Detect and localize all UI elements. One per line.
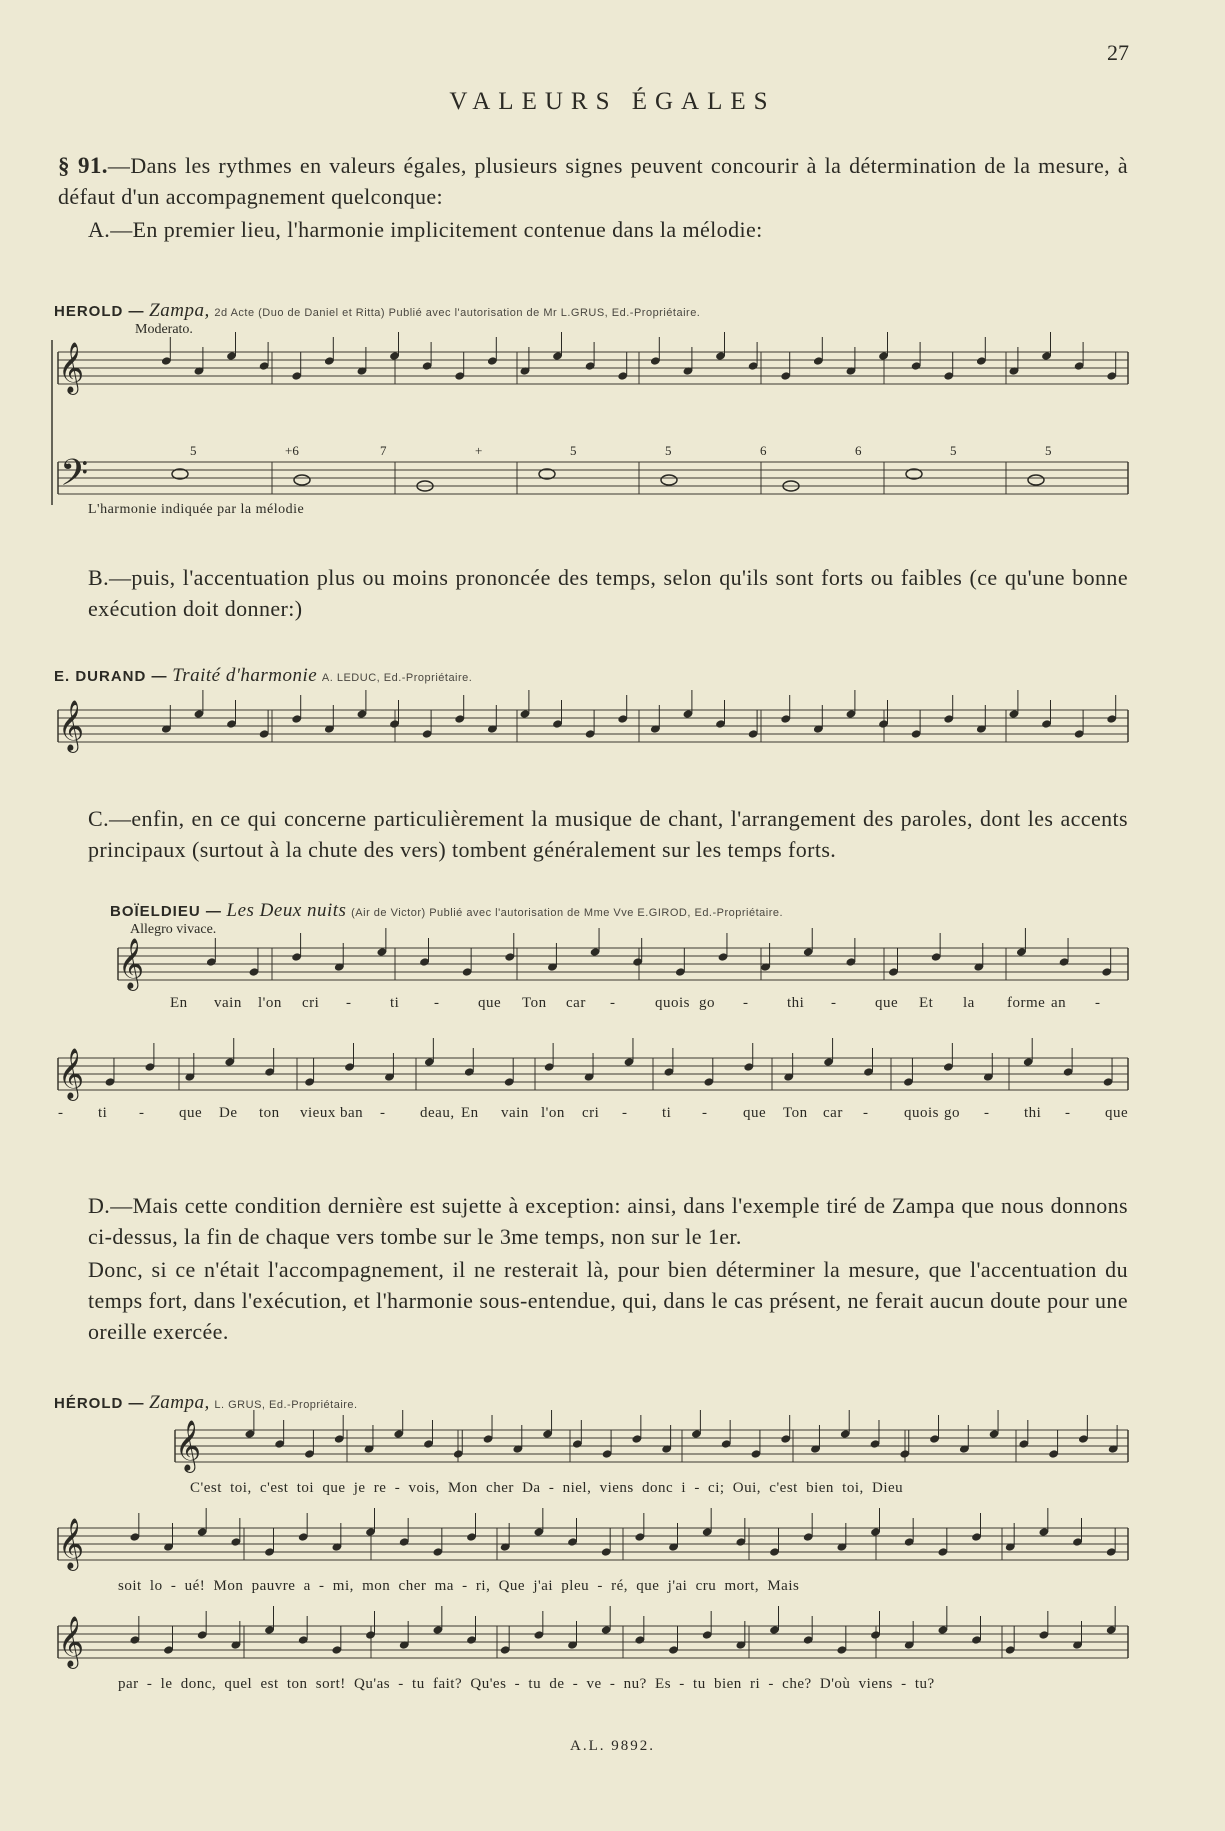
bass-clef-icon: 𝄢 xyxy=(60,452,89,503)
lyric-syllable: vain xyxy=(501,1105,529,1121)
figured-bass-number: + xyxy=(475,443,483,458)
lyric-syllable: la xyxy=(963,995,975,1011)
paragraph-91-number: § 91. xyxy=(58,153,108,178)
ex1-bass-whole-note xyxy=(1028,475,1044,485)
lyric-syllable: que xyxy=(1105,1105,1129,1121)
lyric-syllable: ton xyxy=(259,1105,280,1121)
section-title: VALEURS ÉGALES xyxy=(449,88,776,115)
figured-bass-number: 5 xyxy=(570,443,577,458)
lyric-syllable: - xyxy=(863,1105,869,1121)
lyric-syllable: car xyxy=(566,995,586,1011)
figured-bass-number: 7 xyxy=(380,443,387,458)
lyric-syllable: Ton xyxy=(783,1105,808,1121)
paragraph-d1: D.—Mais cette condition dernière est sujette à exception: ainsi, dans l'exemple tiré de Zampa que nous donnons ci-dessus, la fin de chaque vers tombe sur le 3me temps, non sur le 1er. xyxy=(88,1193,1128,1249)
lyric-syllable: go xyxy=(699,995,715,1011)
lyric-syllable: - xyxy=(831,995,837,1011)
lyric-syllable: - xyxy=(984,1105,990,1121)
example-1-note: 2d Acte (Duo de Daniel et Ritta) Publié avec l'autorisation de Mr L.GRUS, Ed.-Propriétaire. xyxy=(214,307,701,319)
lyric-syllable: go xyxy=(944,1105,960,1121)
example-3-work: Les Deux nuits xyxy=(226,900,347,921)
lyric-syllable: que xyxy=(875,995,899,1011)
lyric-syllable: ti xyxy=(98,1105,108,1121)
example-1-work: Zampa, xyxy=(149,300,210,321)
lyric-syllable: ti xyxy=(390,995,400,1011)
paragraph-a: A.—En premier lieu, l'harmonie implicitement contenue dans la mélodie: xyxy=(88,217,763,242)
figured-bass-number: 5 xyxy=(190,443,197,458)
ex1-bass-whole-note xyxy=(294,475,310,485)
lyric-syllable: En xyxy=(461,1105,479,1121)
lyric-syllable: ban xyxy=(340,1105,364,1121)
example-2-composer: E. DURAND — xyxy=(54,668,168,685)
example-2-work: Traité d'harmonie xyxy=(172,665,318,686)
figured-bass-number: 5 xyxy=(950,443,957,458)
lyric-syllable: - xyxy=(1095,995,1101,1011)
lyric-syllable: De xyxy=(219,1105,238,1121)
lyric-syllable: l'on xyxy=(258,995,282,1011)
treble-clef-icon: 𝄞 xyxy=(58,700,85,751)
lyric-syllable: - xyxy=(1065,1105,1071,1121)
lyric-syllable: - xyxy=(743,995,749,1011)
lyric-syllable: - xyxy=(380,1105,386,1121)
treble-clef-icon: 𝄞 xyxy=(175,1420,202,1471)
lyric-syllable: - xyxy=(434,995,440,1011)
example-3-note: (Air de Victor) Publié avec l'autorisation de Mme Vve E.GIROD, Ed.-Propriétaire. xyxy=(351,907,784,919)
example-2-note: A. LEDUC, Ed.-Propriétaire. xyxy=(321,672,473,684)
lyric-syllable: forme xyxy=(1007,995,1046,1011)
ex1-bass-whole-note xyxy=(661,475,677,485)
paragraph-c: C.—enfin, en ce qui concerne particulièrement la musique de chant, l'arrangement des paroles, dont les accents principaux (surtout à la chute des vers) tombent généralement sur les temps forts. xyxy=(88,806,1128,862)
lyric-syllable: vieux xyxy=(300,1105,336,1121)
lyric-syllable: En xyxy=(170,995,188,1011)
lyric-syllable: l'on xyxy=(541,1105,565,1121)
lyric-syllable: car xyxy=(823,1105,843,1121)
example-3-tempo: Allegro vivace. xyxy=(130,922,217,937)
example-4-lyrics-line-3: par - le donc, quel est ton sort! Qu'as - tu fait? Qu'es - tu de - ve - nu? Es - tu bien ri - che? D'où viens - tu? xyxy=(118,1676,935,1692)
treble-clef-icon: 𝄞 xyxy=(58,1616,85,1667)
lyric-syllable: - xyxy=(610,995,616,1011)
example-4-note: L. GRUS, Ed.-Propriétaire. xyxy=(214,1399,358,1411)
lyric-syllable: cri xyxy=(302,995,320,1011)
lyric-syllable: thi xyxy=(1024,1105,1042,1121)
example-3-composer: BOÏELDIEU — xyxy=(110,903,222,920)
lyric-syllable: que xyxy=(179,1105,203,1121)
treble-clef-icon: 𝄞 xyxy=(58,1048,85,1099)
lyric-syllable: - xyxy=(58,1105,64,1121)
lyric-syllable: quois xyxy=(655,995,691,1011)
lyric-syllable: ti xyxy=(662,1105,672,1121)
figured-bass-number: 5 xyxy=(665,443,672,458)
lyric-syllable: que xyxy=(478,995,502,1011)
page-number: 27 xyxy=(1107,40,1129,65)
lyric-syllable: quois xyxy=(904,1105,940,1121)
example-4-composer: HÉROLD — xyxy=(54,1395,145,1412)
lyric-syllable: - xyxy=(622,1105,628,1121)
figured-bass-number: 6 xyxy=(855,443,862,458)
lyric-syllable: - xyxy=(702,1105,708,1121)
figured-bass-number: 6 xyxy=(760,443,767,458)
paragraph-d2: Donc, si ce n'était l'accompagnement, il ne resterait là, pour bien déterminer la mesure, que l'accentuation du temps fort, dans l'exécution, et l'harmonie sous-entendue, qui, dans le cas présent, ne ferait aucun doute pour une oreille exercée. xyxy=(88,1257,1128,1344)
example-1-bass-caption: L'harmonie indiquée par la mélodie xyxy=(88,502,305,517)
plate-number: A.L. 9892. xyxy=(570,1738,655,1754)
lyric-syllable: deau, xyxy=(420,1105,455,1121)
lyric-syllable: - xyxy=(139,1105,145,1121)
treble-clef-icon: 𝄞 xyxy=(58,1518,85,1569)
lyric-syllable: vain xyxy=(214,995,242,1011)
lyric-syllable: que xyxy=(743,1105,767,1121)
example-4-work: Zampa, xyxy=(149,1392,210,1413)
lyric-syllable: thi xyxy=(787,995,805,1011)
lyric-syllable: Ton xyxy=(522,995,547,1011)
example-1-tempo: Moderato. xyxy=(135,322,193,337)
paragraph-b: B.—puis, l'accentuation plus ou moins prononcée des temps, selon qu'ils sont forts ou faibles (ce qu'une bonne exécution doit donner:) xyxy=(88,565,1128,621)
treble-clef-icon: 𝄞 xyxy=(118,938,145,989)
treble-clef-icon: 𝄞 xyxy=(58,342,85,393)
lyric-syllable: - xyxy=(346,995,352,1011)
lyric-syllable: Et xyxy=(919,995,934,1011)
figured-bass-number: +6 xyxy=(285,443,299,458)
figured-bass-number: 5 xyxy=(1045,443,1052,458)
lyric-syllable: an xyxy=(1051,995,1067,1011)
paragraph-91-text: —Dans les rythmes en valeurs égales, plusieurs signes peuvent concourir à la détermination de la mesure, à défaut d'un accompagnement quelconque: xyxy=(58,153,1128,209)
example-4-lyrics-line-2: soit lo - ué! Mon pauvre a - mi, mon cher ma - ri, Que j'ai pleu - ré, que j'ai cru mort, Mais xyxy=(118,1578,800,1594)
example-4-lyrics-line-1: C'est toi, c'est toi que je re - vois, Mon cher Da - niel, viens donc i - ci; Oui, c'est bien toi, Dieu xyxy=(190,1480,904,1496)
example-1-composer: HEROLD — xyxy=(54,303,145,320)
lyric-syllable: cri xyxy=(582,1105,600,1121)
